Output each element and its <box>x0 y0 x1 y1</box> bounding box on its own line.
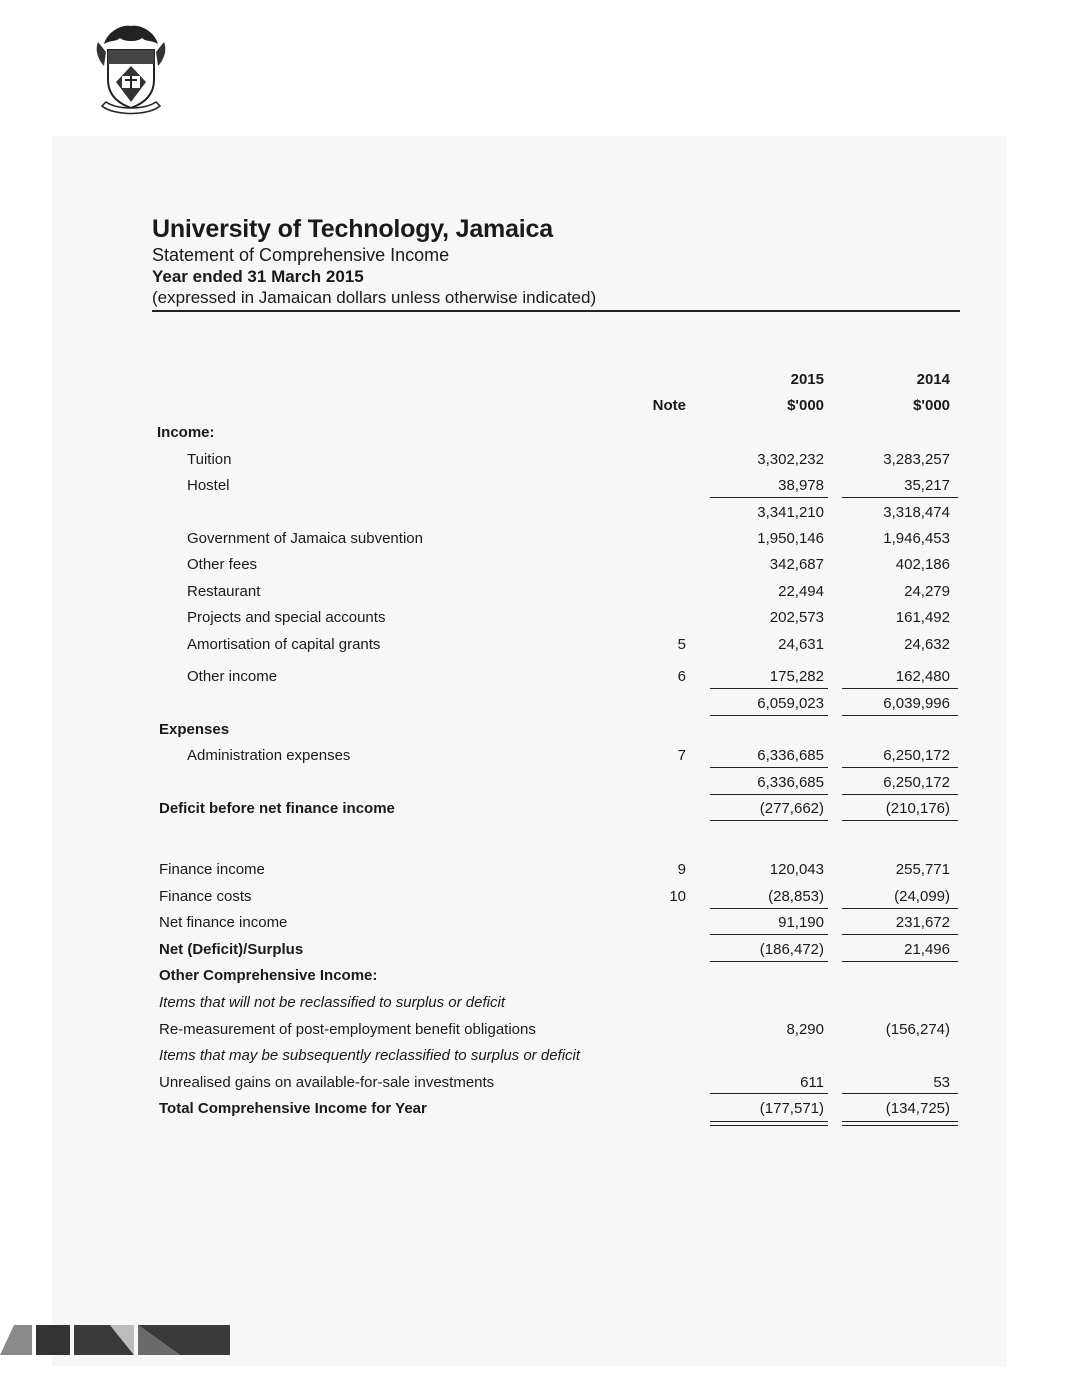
double-rule <box>842 1125 958 1126</box>
subtotal-rule <box>842 688 958 689</box>
table-row <box>0 503 1071 523</box>
double-rule <box>710 1121 828 1122</box>
value-2014: 255,771 <box>895 861 950 878</box>
table-row <box>0 450 1071 470</box>
oci-subheading: Items that may be subsequently reclassified to surplus or deficit <box>159 1047 581 1064</box>
table-row <box>0 1073 1071 1093</box>
row-label: Unrealised gains on available-for-sale investments <box>159 1074 495 1091</box>
total-rule <box>842 934 958 935</box>
value-2014: (210,176) <box>885 800 950 817</box>
total-rule <box>710 934 828 935</box>
value-2015: 120,043 <box>769 861 824 878</box>
column-note: Note <box>652 397 686 414</box>
total-rule <box>710 820 828 821</box>
value-2014: (24,099) <box>894 888 950 905</box>
table-row <box>0 993 1071 1013</box>
value-2014: (134,725) <box>885 1100 950 1117</box>
subtotal-rule <box>842 1093 958 1094</box>
row-label: Finance costs <box>159 888 252 905</box>
total-expenses-2014: 6,250,172 <box>883 774 950 791</box>
value-2014: 1,946,453 <box>883 530 950 547</box>
subtotal-rule <box>710 767 828 768</box>
subtotal-rule <box>710 1093 828 1094</box>
section-expenses-label: Expenses <box>159 721 230 738</box>
total-rule <box>842 794 958 795</box>
subtotal-rule <box>710 497 828 498</box>
value-2015: (177,571) <box>759 1100 824 1117</box>
subtotal-2015: 3,341,210 <box>757 504 824 521</box>
table-row <box>0 608 1071 628</box>
column-header-years <box>0 370 1071 390</box>
row-label: Other fees <box>187 556 258 573</box>
row-label: Projects and special accounts <box>187 609 386 626</box>
value-2015: 8,290 <box>786 1021 824 1038</box>
subtotal-rule <box>710 688 828 689</box>
row-label: Restaurant <box>187 583 261 600</box>
value-2014: (156,274) <box>885 1021 950 1038</box>
value-2014: 6,250,172 <box>883 747 950 764</box>
total-income-2014: 6,039,996 <box>883 695 950 712</box>
value-2014: 24,279 <box>904 583 950 600</box>
table-row <box>0 694 1071 714</box>
total-rule <box>710 715 828 716</box>
value-2015: 202,573 <box>769 609 824 626</box>
table-row <box>0 773 1071 793</box>
row-note: 6 <box>677 668 686 685</box>
table-row <box>0 720 1071 740</box>
table-row <box>0 860 1071 880</box>
table-row <box>0 529 1071 549</box>
value-2015: 175,282 <box>769 668 824 685</box>
value-2015: 6,336,685 <box>757 747 824 764</box>
double-rule <box>710 1125 828 1126</box>
row-note: 9 <box>677 861 686 878</box>
currency-note: (expressed in Jamaican dollars unless otherwise indicated) <box>152 288 597 307</box>
value-2014: 3,283,257 <box>883 451 950 468</box>
table-row <box>0 940 1071 960</box>
value-2014: 35,217 <box>904 477 950 494</box>
organization-title: University of Technology, Jamaica <box>152 215 553 243</box>
statement-subtitle: Statement of Comprehensive Income <box>152 245 450 265</box>
row-note: 10 <box>669 888 686 905</box>
row-label: Net (Deficit)/Surplus <box>159 941 304 958</box>
row-label: Finance income <box>159 861 265 878</box>
row-note: 7 <box>677 747 686 764</box>
table-row <box>0 887 1071 907</box>
subtotal-rule <box>710 908 828 909</box>
table-row <box>0 667 1071 687</box>
row-label: Government of Jamaica subvention <box>187 530 423 547</box>
value-2014: 231,672 <box>895 914 950 931</box>
column-2015-unit: $'000 <box>787 397 824 414</box>
column-2015-year: 2015 <box>790 371 824 388</box>
row-label: Administration expenses <box>187 747 351 764</box>
subtotal-rule <box>842 908 958 909</box>
subtotal-2014: 3,318,474 <box>883 504 950 521</box>
total-income-2015: 6,059,023 <box>757 695 824 712</box>
row-label: Re-measurement of post-employment benefit obligations <box>159 1021 536 1038</box>
statement-period: Year ended 31 March 2015 <box>152 267 364 286</box>
column-2014-unit: $'000 <box>913 397 950 414</box>
subtotal-rule <box>842 497 958 498</box>
column-2014-year: 2014 <box>916 371 950 388</box>
total-rule <box>842 961 958 962</box>
row-label: Amortisation of capital grants <box>187 636 381 653</box>
value-2014: 162,480 <box>895 668 950 685</box>
table-row <box>0 423 1071 443</box>
value-2015: (28,853) <box>768 888 824 905</box>
row-label: Net finance income <box>159 914 288 931</box>
row-label: Total Comprehensive Income for Year <box>159 1100 427 1117</box>
table-row <box>0 1020 1071 1040</box>
table-row <box>0 555 1071 575</box>
double-rule <box>842 1121 958 1122</box>
value-2015: 342,687 <box>769 556 824 573</box>
row-label: Deficit before net finance income <box>159 800 395 817</box>
row-label: Other income <box>187 668 278 685</box>
value-2015: 91,190 <box>778 914 824 931</box>
table-row <box>0 476 1071 496</box>
row-note: 5 <box>677 636 686 653</box>
subtotal-rule <box>842 767 958 768</box>
table-row <box>0 799 1071 819</box>
value-2015: 38,978 <box>778 477 824 494</box>
row-label: Tuition <box>187 451 232 468</box>
value-2015: (277,662) <box>759 800 824 817</box>
value-2015: 611 <box>800 1074 824 1091</box>
total-rule <box>710 794 828 795</box>
table-row <box>0 966 1071 986</box>
total-rule <box>842 715 958 716</box>
total-rule <box>842 820 958 821</box>
value-2015: (186,472) <box>759 941 824 958</box>
column-header-units <box>0 396 1071 416</box>
value-2014: 161,492 <box>895 609 950 626</box>
total-expenses-2015: 6,336,685 <box>757 774 824 791</box>
value-2015: 24,631 <box>778 636 824 653</box>
value-2014: 24,632 <box>904 636 950 653</box>
oci-subheading: Items that will not be reclassified to surplus or deficit <box>159 994 505 1011</box>
table-row <box>0 913 1071 933</box>
row-label: Hostel <box>187 477 230 494</box>
value-2014: 21,496 <box>904 941 950 958</box>
value-2015: 22,494 <box>778 583 824 600</box>
value-2015: 1,950,146 <box>757 530 824 547</box>
section-oci-label: Other Comprehensive Income: <box>159 967 378 984</box>
table-row <box>0 635 1071 655</box>
table-row <box>0 1046 1071 1066</box>
section-income-label: Income: <box>157 424 215 441</box>
footer-decoration <box>0 1325 230 1355</box>
table-row <box>0 582 1071 602</box>
total-rule <box>710 961 828 962</box>
table-row <box>0 746 1071 766</box>
value-2014: 402,186 <box>895 556 950 573</box>
value-2015: 3,302,232 <box>757 451 824 468</box>
table-row <box>0 1099 1071 1119</box>
value-2014: 53 <box>933 1074 950 1091</box>
